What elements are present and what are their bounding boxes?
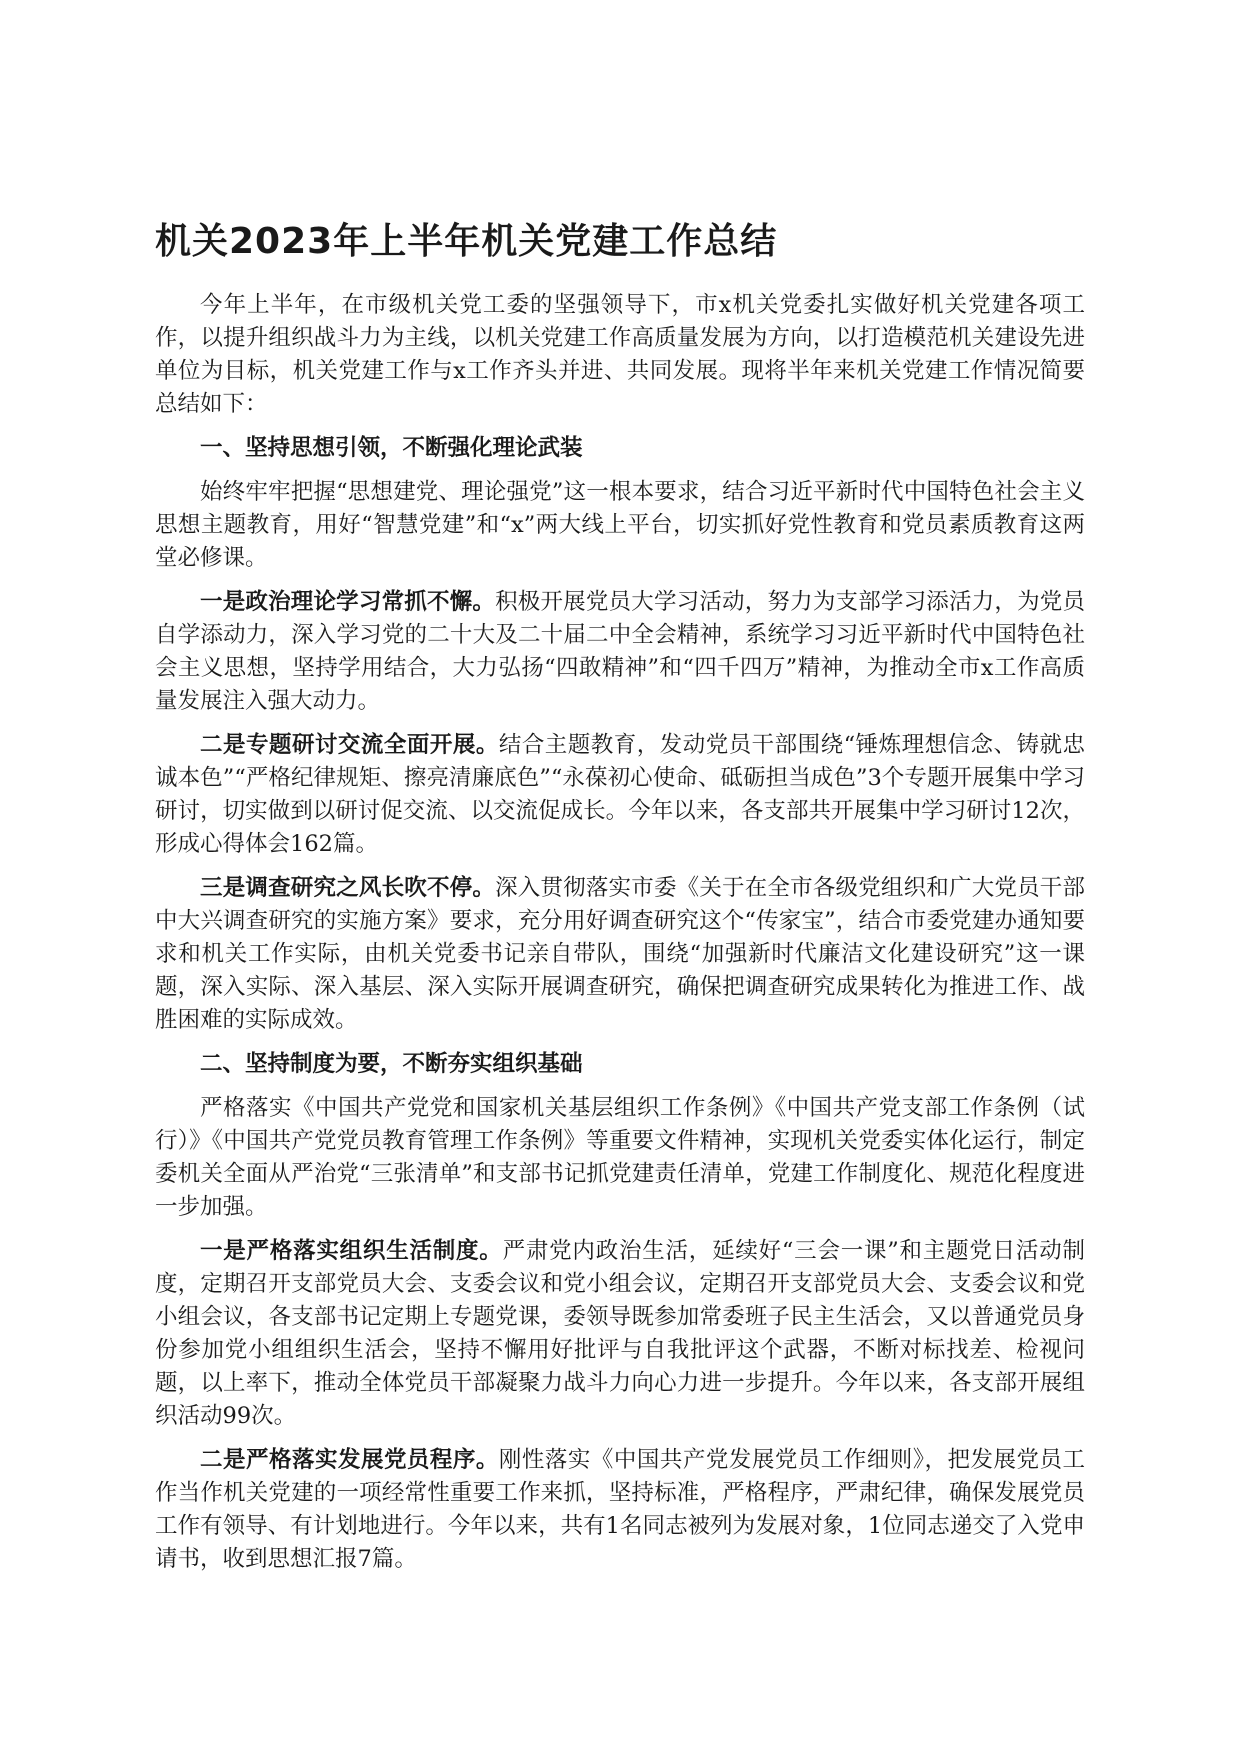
paragraph-section-2-summary: 严格落实《中国共产党党和国家机关基层组织工作条例》《中国共产党支部工作条例（试行）》《中国共产党党员教育管理工作条例》等重要文件精神，实现机关党委实体化运行，制定委机关全面从严治党“三张清单”和支部书记抓党建责任清单，党建工作制度化、规范化程度进一步加强。 [155,1095,1085,1221]
paragraph-text: 严肃党内政治生活，延续好“三会一课”和主题党日活动制度，定期召开支部党员大会、支委会议和党小组会议，定期召开支部党员大会、支委会议和党小组会议，各支部书记定期上专题党课，委领导既参加常委班子民主生活会，又以普通党员身份参加党小组组织生活会，坚持不懈用好批评与自我批评这个武器，不断对标找差、检视问题，以上率下，推动全体党员干部凝聚力战斗力向心力进一步提升。今年以来，各支部开展组织活动99次。 [155,1238,1085,1430]
document-title: 机关2023年上半年机关党建工作总结 [155,221,778,262]
paragraph-item [155,1444,1085,1576]
section-heading-1: 一、坚持思想引领，不断强化理论武装 [200,435,583,462]
paragraph-lead: 二是严格落实发展党员程序。 [200,1447,499,1474]
paragraph-item [155,729,1085,861]
paragraph-text: 结合主题教育，发动党员干部围绕“锤炼理想信念、铸就忠诚本色”“严格纪律规矩、擦亮清廉底色”“永葆初心使命、砥砺担当成色”3个专题开展集中学习研讨，切实做到以研讨促交流、以交流促成长。今年以来，各支部共开展集中学习研讨12次，形成心得体会162篇。 [155,732,1085,858]
paragraph-text: 深入贯彻落实市委《关于在全市各级党组织和广大党员干部中大兴调查研究的实施方案》要求，充分用好调查研究这个“传家宝”，结合市委党建办通知要求和机关工作实际，由机关党委书记亲自带队，围绕“加强新时代廉洁文化建设研究”这一课题，深入实际、深入基层、深入实际开展调查研究，确保把调查研究成果转化为推进工作、战胜困难的实际成效。 [155,875,1085,1034]
paragraph-lead: 二是专题研讨交流全面开展。 [200,732,499,759]
paragraph-lead: 三是调查研究之风长吹不停。 [200,875,496,902]
paragraph-lead: 一是严格落实组织生活制度。 [200,1238,503,1265]
paragraph-lead: 一是政治理论学习常抓不懈。 [200,589,496,616]
paragraph-text: 积极开展党员大学习活动，努力为支部学习添活力，为党员自学添动力，深入学习党的二十大及二十届二中全会精神，系统学习习近平新时代中国特色社会主义思想，坚持学用结合，大力弘扬“四敢精神”和“四千四万”精神，为推动全市x工作高质量发展注入强大动力。 [155,589,1085,715]
paragraph-intro: 今年上半年，在市级机关党工委的坚强领导下，市x机关党委扎实做好机关党建各项工作，以提升组织战斗力为主线，以机关党建工作高质量发展为方向，以打造模范机关建设先进单位为目标，机关党建工作与x工作齐头并进、共同发展。现将半年来机关党建工作情况简要总结如下： [155,292,1085,418]
paragraph-item [155,586,1085,718]
section-heading-2: 二、坚持制度为要，不断夯实组织基础 [200,1051,583,1078]
document-body [155,220,1085,1587]
paragraph-item [155,1235,1085,1433]
paragraph-section-1-summary: 始终牢牢把握“思想建党、理论强党”这一根本要求，结合习近平新时代中国特色社会主义思想主题教育，用好“智慧党建”和“x”两大线上平台，切实抓好党性教育和党员素质教育这两堂必修课。 [155,479,1085,572]
paragraph-text: 刚性落实《中国共产党发展党员工作细则》，把发展党员工作当作机关党建的一项经常性重要工作来抓，坚持标准，严格程序，严肃纪律，确保发展党员工作有领导、有计划地进行。今年以来，共有1名同志被列为发展对象，1位同志递交了入党申请书，收到思想汇报7篇。 [155,1447,1085,1573]
paragraph-item [155,872,1085,1037]
